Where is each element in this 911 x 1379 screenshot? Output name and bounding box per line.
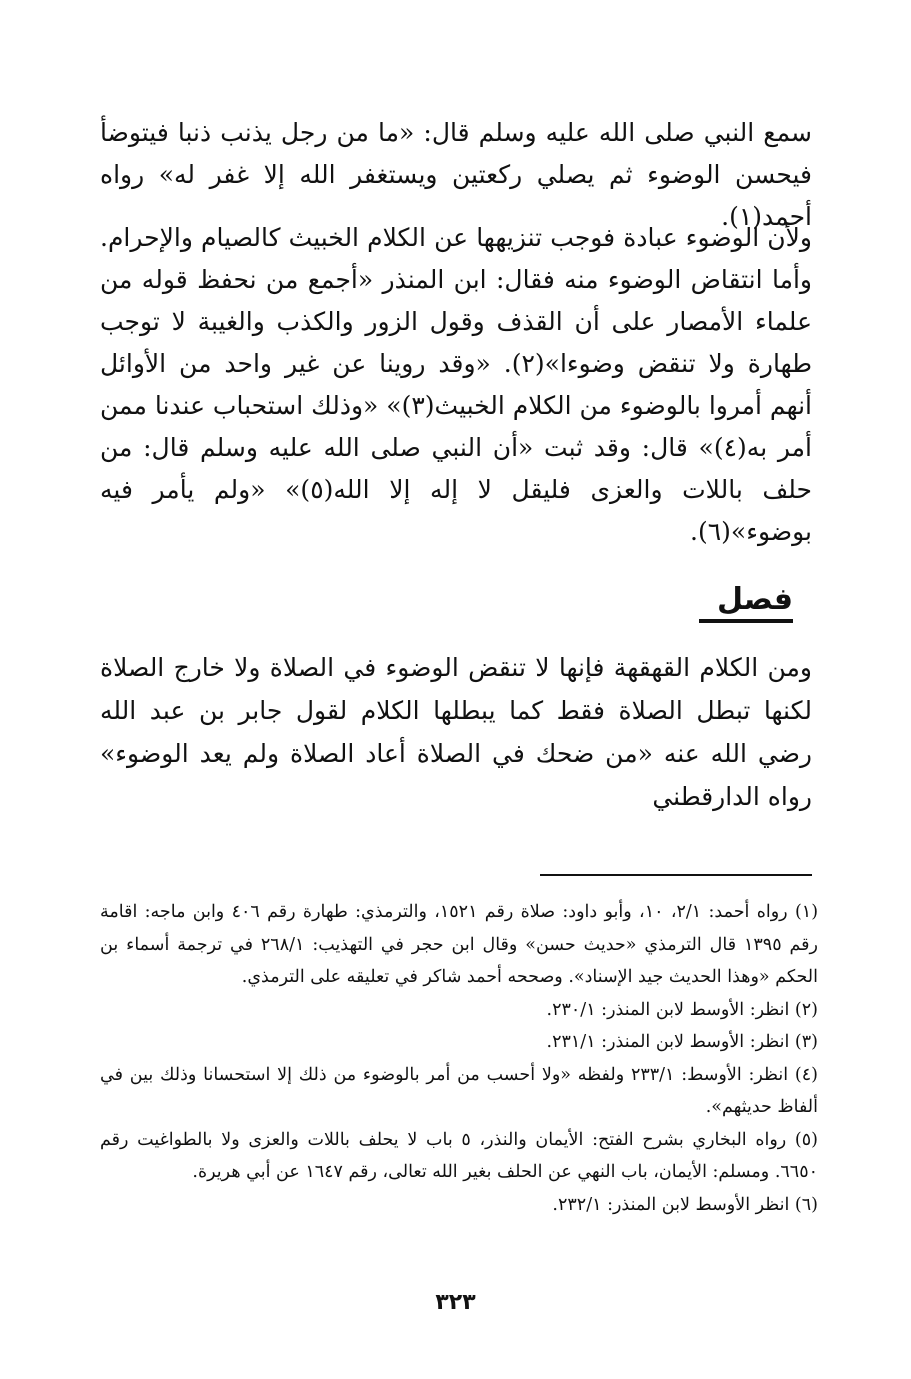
page-number: ٣٢٣ [435,1290,476,1315]
footnote-3: (٣) انظر: الأوسط لابن المنذر: ٢٣١/١. [546,1032,818,1052]
footnote-2: (٢) انظر: الأوسط لابن المنذر: ٢٣٠/١. [546,999,818,1020]
paragraph-3-text: ومن الكلام القهقهة فإنها لا تنقض الوضوء في الصلاة ولا خارج الصلاة لكنها تبطل الصلاة فقط كما يبطلها الكلام لقول جابر بن عبد الله رضي الله عنه «من ضحك في الصلاة أعاد الصلاة ولم يعد الوضوء» رواه الدارقطني [100,653,812,811]
paragraph-1-text: سمع النبي صلى الله عليه وسلم قال: «ما من رجل يذنب ذنبا فيتوضأ فيحسن الوضوء ثم يصلي ركعتين ويستغفر الله إلا غفر له» رواه أحمد(١). [100,118,812,231]
footnote-6: (٦) انظر الأوسط لابن المنذر: ٢٣٢/١. [552,1194,818,1215]
paragraph-3 [100,646,812,818]
paragraph-2-text: ولأن الوضوء عبادة فوجب تنزيهها عن الكلام الخبيث كالصيام والإحرام. وأما انتقاض الوضوء منه فقال: ابن المنذر «أجمع من نحفظ قوله من علماء الأمصار على أن القذف وقول الزور والكذب والغيبة لا توجب طهارة ولا تنقض وضوءا»(٢). «وقد روينا عن غير واحد من الأوائل أنهم أمروا بالوضوء من الكلام الخبيث(٣)» «وذلك استحباب عندنا ممن أمر به(٤)» قال: وقد ثبت «أن النبي صلى الله عليه وسلم قال: من حلف باللات والعزى فليقل لا إله إلا الله(٥)» «ولم يأمر فيه بوضوء»(٦). [100,223,813,546]
footnote-4: (٤) انظر: الأوسط: ٢٣٣/١ ولفظه «ولا أحسب من أمر بالوضوء من ذلك إلا استحسانا وذلك بين في ألفاظ حديثهم». [100,1064,818,1117]
footnote-1: (١) رواه أحمد: ٢/١، ١٠، وأبو داود: صلاة رقم ١٥٢١، والترمذي: طهارة رقم ٤٠٦ وابن ماجه: اقامة رقم ١٣٩٥ قال الترمذي «حديث حسن» وقال ابن حجر في التهذيب: ٢٦٨/١ في ترجمة أسماء بن الحكم «وهذا الحديث جيد الإسناد». وصححه أحمد شاكر في تعليقه على الترمذي. [100,902,819,987]
paragraph-2 [100,217,812,553]
section-heading: فصل [699,582,793,623]
footnotes [100,896,818,1221]
footnote-separator [540,874,812,876]
footnote-5: (٥) رواه البخاري بشرح الفتح: الأيمان والنذر، ٥ باب لا يحلف باللات والعزى ولا بالطواغيت رقم ٦٦٥٠. ومسلم: الأيمان، باب النهي عن الحلف بغير الله تعالى، رقم ١٦٤٧ عن أبي هريرة. [100,1129,818,1182]
